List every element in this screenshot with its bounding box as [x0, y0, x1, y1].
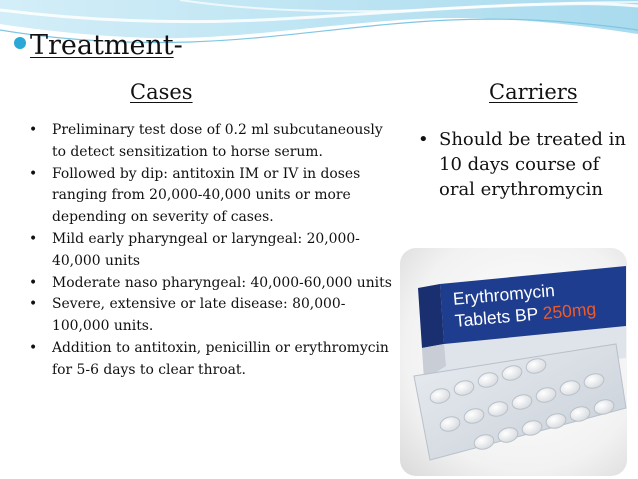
- box-subtitle: Tablets BP: [454, 303, 539, 331]
- carriers-list: [418, 127, 628, 202]
- cases-heading: [130, 79, 193, 105]
- title-text: Treatment: [30, 30, 174, 61]
- title-suffix: -: [173, 30, 183, 61]
- cases-list: [28, 120, 398, 382]
- box-product-name: Erythromycin: [452, 280, 556, 309]
- cases-item: • Followed by dip: antitoxin IM or IV in doses ranging from 20,000-40,000 units or more depending on severity of cases.: [28, 164, 398, 229]
- carriers-heading-text: Carriers: [489, 80, 578, 104]
- cases-item: • Mild early pharyngeal or laryngeal: 20,000-40,000 units: [28, 229, 398, 273]
- carriers-item: • Should be treated in 10 days course of oral erythromycin: [418, 127, 628, 202]
- carriers-heading: [489, 79, 578, 105]
- cases-item: • Severe, extensive or late disease: 80,000-100,000 units.: [28, 294, 398, 338]
- cases-heading-text: Cases: [130, 80, 193, 104]
- cases-item: • Preliminary test dose of 0.2 ml subcutaneously to detect sensitization to horse serum.: [28, 120, 398, 164]
- erythromycin-product-photo: [400, 248, 627, 476]
- title-bullet-icon: [14, 37, 26, 49]
- cases-item: • Addition to antitoxin, penicillin or erythromycin for 5-6 days to clear throat.: [28, 338, 398, 382]
- cases-item: • Moderate naso pharyngeal: 40,000-60,000 units: [28, 273, 398, 295]
- box-strength: 250mg: [541, 298, 597, 324]
- slide-title: [14, 30, 183, 62]
